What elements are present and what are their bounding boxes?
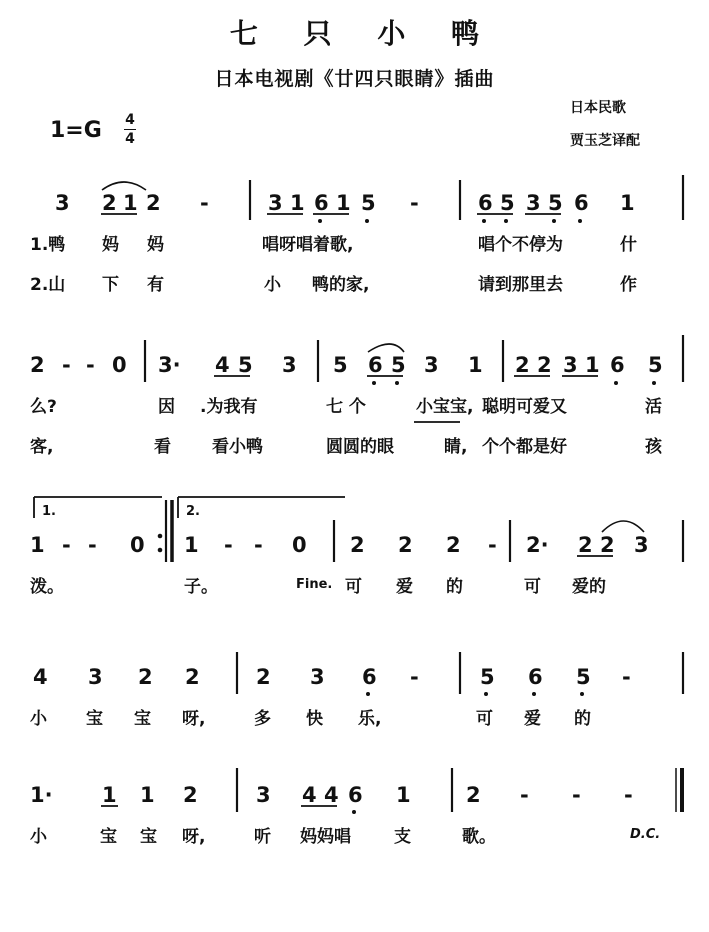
lyric: 看小鸭 bbox=[212, 437, 263, 457]
lyric: 小 bbox=[264, 275, 281, 295]
low-octave-dot bbox=[484, 692, 488, 696]
note: 1 bbox=[290, 191, 305, 215]
lyric: 么? bbox=[30, 397, 57, 417]
lyric: 看 bbox=[154, 437, 171, 457]
note: 2· bbox=[526, 533, 549, 557]
note: 2 bbox=[578, 533, 593, 557]
lyric: 1.鸭 bbox=[30, 235, 66, 255]
note: 2 bbox=[30, 353, 45, 377]
note-dash: - bbox=[224, 533, 233, 557]
dc-marking: D.C. bbox=[630, 827, 661, 842]
lyric: 可 bbox=[345, 577, 362, 597]
note: 1 bbox=[102, 783, 117, 807]
note: 3 bbox=[310, 665, 325, 689]
fine-marking: Fine. bbox=[296, 577, 333, 592]
meter-bottom: 4 bbox=[125, 131, 135, 147]
note: 2 bbox=[350, 533, 365, 557]
lyric: 小 bbox=[30, 827, 47, 847]
note-dash: - bbox=[410, 665, 419, 689]
note: 2 bbox=[256, 665, 271, 689]
lyric: 唱呀唱着歌, bbox=[262, 235, 354, 255]
arranger-credit: 贾玉芝译配 bbox=[570, 133, 640, 149]
lyric: 小宝宝, bbox=[416, 397, 474, 417]
lyric: 下 bbox=[102, 275, 119, 295]
note: 4 bbox=[324, 783, 339, 807]
score-row-4 bbox=[30, 652, 683, 729]
note: 2 bbox=[146, 191, 161, 215]
note: 3 bbox=[563, 353, 578, 377]
low-octave-dot bbox=[318, 219, 322, 223]
note: 6 bbox=[610, 353, 625, 377]
note: 3 bbox=[88, 665, 103, 689]
note-rest: 0 bbox=[112, 353, 127, 377]
note-dash: - bbox=[410, 191, 419, 215]
lyric: 多 bbox=[254, 709, 271, 729]
volta-label-1: 1. bbox=[42, 504, 56, 519]
lyric: 唱个不停为 bbox=[478, 235, 563, 255]
lyric: 妈妈唱 bbox=[300, 827, 351, 847]
note: 3 bbox=[282, 353, 297, 377]
volta-label-2: 2. bbox=[186, 504, 200, 519]
lyric: 宝 bbox=[134, 709, 151, 729]
note-dash: - bbox=[200, 191, 209, 215]
note: 6 bbox=[314, 191, 329, 215]
note: 1 bbox=[123, 191, 138, 215]
note-rest: 0 bbox=[292, 533, 307, 557]
lyric: 的 bbox=[574, 709, 591, 729]
note: 1 bbox=[468, 353, 483, 377]
lyric: 作 bbox=[620, 275, 637, 295]
lyric: 圆圆的眼 bbox=[326, 437, 394, 457]
note: 2 bbox=[102, 191, 117, 215]
note-dash: - bbox=[254, 533, 263, 557]
low-octave-dot bbox=[372, 381, 376, 385]
note: 2 bbox=[446, 533, 461, 557]
lyric: 妈 bbox=[102, 235, 119, 255]
song-title: 七 只 小 鸭 bbox=[229, 17, 498, 50]
lyric: 可 bbox=[524, 577, 541, 597]
note-dash: - bbox=[88, 533, 97, 557]
note: 6 bbox=[348, 783, 363, 807]
key-signature: 1=G bbox=[50, 118, 102, 143]
note: 2 bbox=[537, 353, 552, 377]
score-row-3 bbox=[30, 497, 683, 597]
low-octave-dot bbox=[352, 810, 356, 814]
note: 4 bbox=[215, 353, 230, 377]
composer-credit: 日本民歌 bbox=[570, 100, 626, 116]
note-dash: - bbox=[520, 783, 529, 807]
lyric: 呀, bbox=[182, 709, 206, 729]
low-octave-dot bbox=[614, 381, 618, 385]
lyric: 乐, bbox=[358, 709, 382, 729]
lyric: 宝 bbox=[100, 827, 117, 847]
lyric: 爱的 bbox=[572, 577, 606, 597]
low-octave-dot bbox=[366, 692, 370, 696]
lyric: 七 个 bbox=[326, 397, 366, 417]
lyric: 快 bbox=[306, 709, 323, 729]
note-dash: - bbox=[624, 783, 633, 807]
note: 5 bbox=[361, 191, 376, 215]
low-octave-dot bbox=[365, 219, 369, 223]
note: 1 bbox=[396, 783, 411, 807]
note: 6 bbox=[528, 665, 543, 689]
note: 1 bbox=[620, 191, 635, 215]
note: 3· bbox=[158, 353, 181, 377]
note: 1 bbox=[30, 533, 45, 557]
lyric: 可 bbox=[476, 709, 493, 729]
lyric: 有 bbox=[147, 275, 164, 295]
lyric: 聪明可爱又 bbox=[482, 397, 567, 417]
note: 5 bbox=[548, 191, 563, 215]
lyric: 爱 bbox=[396, 577, 413, 597]
lyric: 宝 bbox=[86, 709, 103, 729]
note: 1 bbox=[184, 533, 199, 557]
note: 3 bbox=[634, 533, 649, 557]
note: 6 bbox=[368, 353, 383, 377]
lyric: .为我有 bbox=[200, 397, 258, 417]
score-row-1 bbox=[30, 175, 683, 295]
lyric: 孩 bbox=[645, 437, 662, 457]
lyric: 睛, bbox=[444, 437, 468, 457]
note: 2 bbox=[515, 353, 530, 377]
note: 6 bbox=[362, 665, 377, 689]
note: 5 bbox=[238, 353, 253, 377]
lyric: 子。 bbox=[184, 577, 218, 597]
note-dash: - bbox=[62, 353, 71, 377]
score-row-5 bbox=[30, 768, 682, 847]
note-dash: - bbox=[622, 665, 631, 689]
note: 2 bbox=[138, 665, 153, 689]
note-dash: - bbox=[572, 783, 581, 807]
low-octave-dot bbox=[504, 219, 508, 223]
lyric: 因 bbox=[158, 397, 175, 417]
note: 3 bbox=[424, 353, 439, 377]
note-dash: - bbox=[488, 533, 497, 557]
note: 5 bbox=[391, 353, 406, 377]
note: 2 bbox=[185, 665, 200, 689]
lyric: 爱 bbox=[524, 709, 541, 729]
low-octave-dot bbox=[482, 219, 486, 223]
note-dash: - bbox=[62, 533, 71, 557]
lyric: 个个都是好 bbox=[482, 437, 567, 457]
low-octave-dot bbox=[578, 219, 582, 223]
note: 1 bbox=[336, 191, 351, 215]
lyric: 客, bbox=[30, 437, 54, 457]
note: 4 bbox=[33, 665, 48, 689]
note: 3 bbox=[526, 191, 541, 215]
note: 2 bbox=[398, 533, 413, 557]
note: 5 bbox=[480, 665, 495, 689]
note: 2 bbox=[600, 533, 615, 557]
note: 5 bbox=[576, 665, 591, 689]
repeat-dot bbox=[158, 534, 163, 539]
meter-top: 4 bbox=[125, 112, 135, 128]
slur bbox=[602, 521, 644, 532]
low-octave-dot bbox=[652, 381, 656, 385]
note: 5 bbox=[333, 353, 348, 377]
note: 3 bbox=[268, 191, 283, 215]
lyric: 支 bbox=[394, 827, 411, 847]
lyric: 小 bbox=[30, 709, 47, 729]
note-dash: - bbox=[86, 353, 95, 377]
repeat-dot bbox=[158, 548, 163, 553]
lyric: 鸭的家, bbox=[312, 275, 370, 295]
note: 3 bbox=[55, 191, 70, 215]
note: 3 bbox=[256, 783, 271, 807]
note: 5 bbox=[648, 353, 663, 377]
note: 6 bbox=[574, 191, 589, 215]
low-octave-dot bbox=[552, 219, 556, 223]
note: 2 bbox=[466, 783, 481, 807]
note: 5 bbox=[500, 191, 515, 215]
low-octave-dot bbox=[580, 692, 584, 696]
slur bbox=[368, 344, 404, 352]
lyric: 宝 bbox=[140, 827, 157, 847]
low-octave-dot bbox=[532, 692, 536, 696]
note: 1 bbox=[140, 783, 155, 807]
lyric: 听 bbox=[254, 827, 271, 847]
score-row-2 bbox=[30, 335, 683, 457]
note-rest: 0 bbox=[130, 533, 145, 557]
note: 2 bbox=[183, 783, 198, 807]
lyric: 活 bbox=[645, 397, 662, 417]
lyric: 歌。 bbox=[462, 827, 496, 847]
lyric: 请到那里去 bbox=[478, 275, 563, 295]
note: 4 bbox=[302, 783, 317, 807]
low-octave-dot bbox=[395, 381, 399, 385]
note: 1· bbox=[30, 783, 53, 807]
lyric: 泼。 bbox=[30, 577, 64, 597]
lyric: 2.山 bbox=[30, 275, 66, 295]
lyric: 呀, bbox=[182, 827, 206, 847]
note: 1 bbox=[585, 353, 600, 377]
slur bbox=[102, 182, 146, 190]
lyric: 什 bbox=[620, 235, 637, 255]
note: 6 bbox=[478, 191, 493, 215]
song-subtitle: 日本电视剧《廿四只眼睛》插曲 bbox=[214, 68, 495, 90]
lyric: 的 bbox=[446, 577, 463, 597]
lyric: 妈 bbox=[147, 235, 164, 255]
